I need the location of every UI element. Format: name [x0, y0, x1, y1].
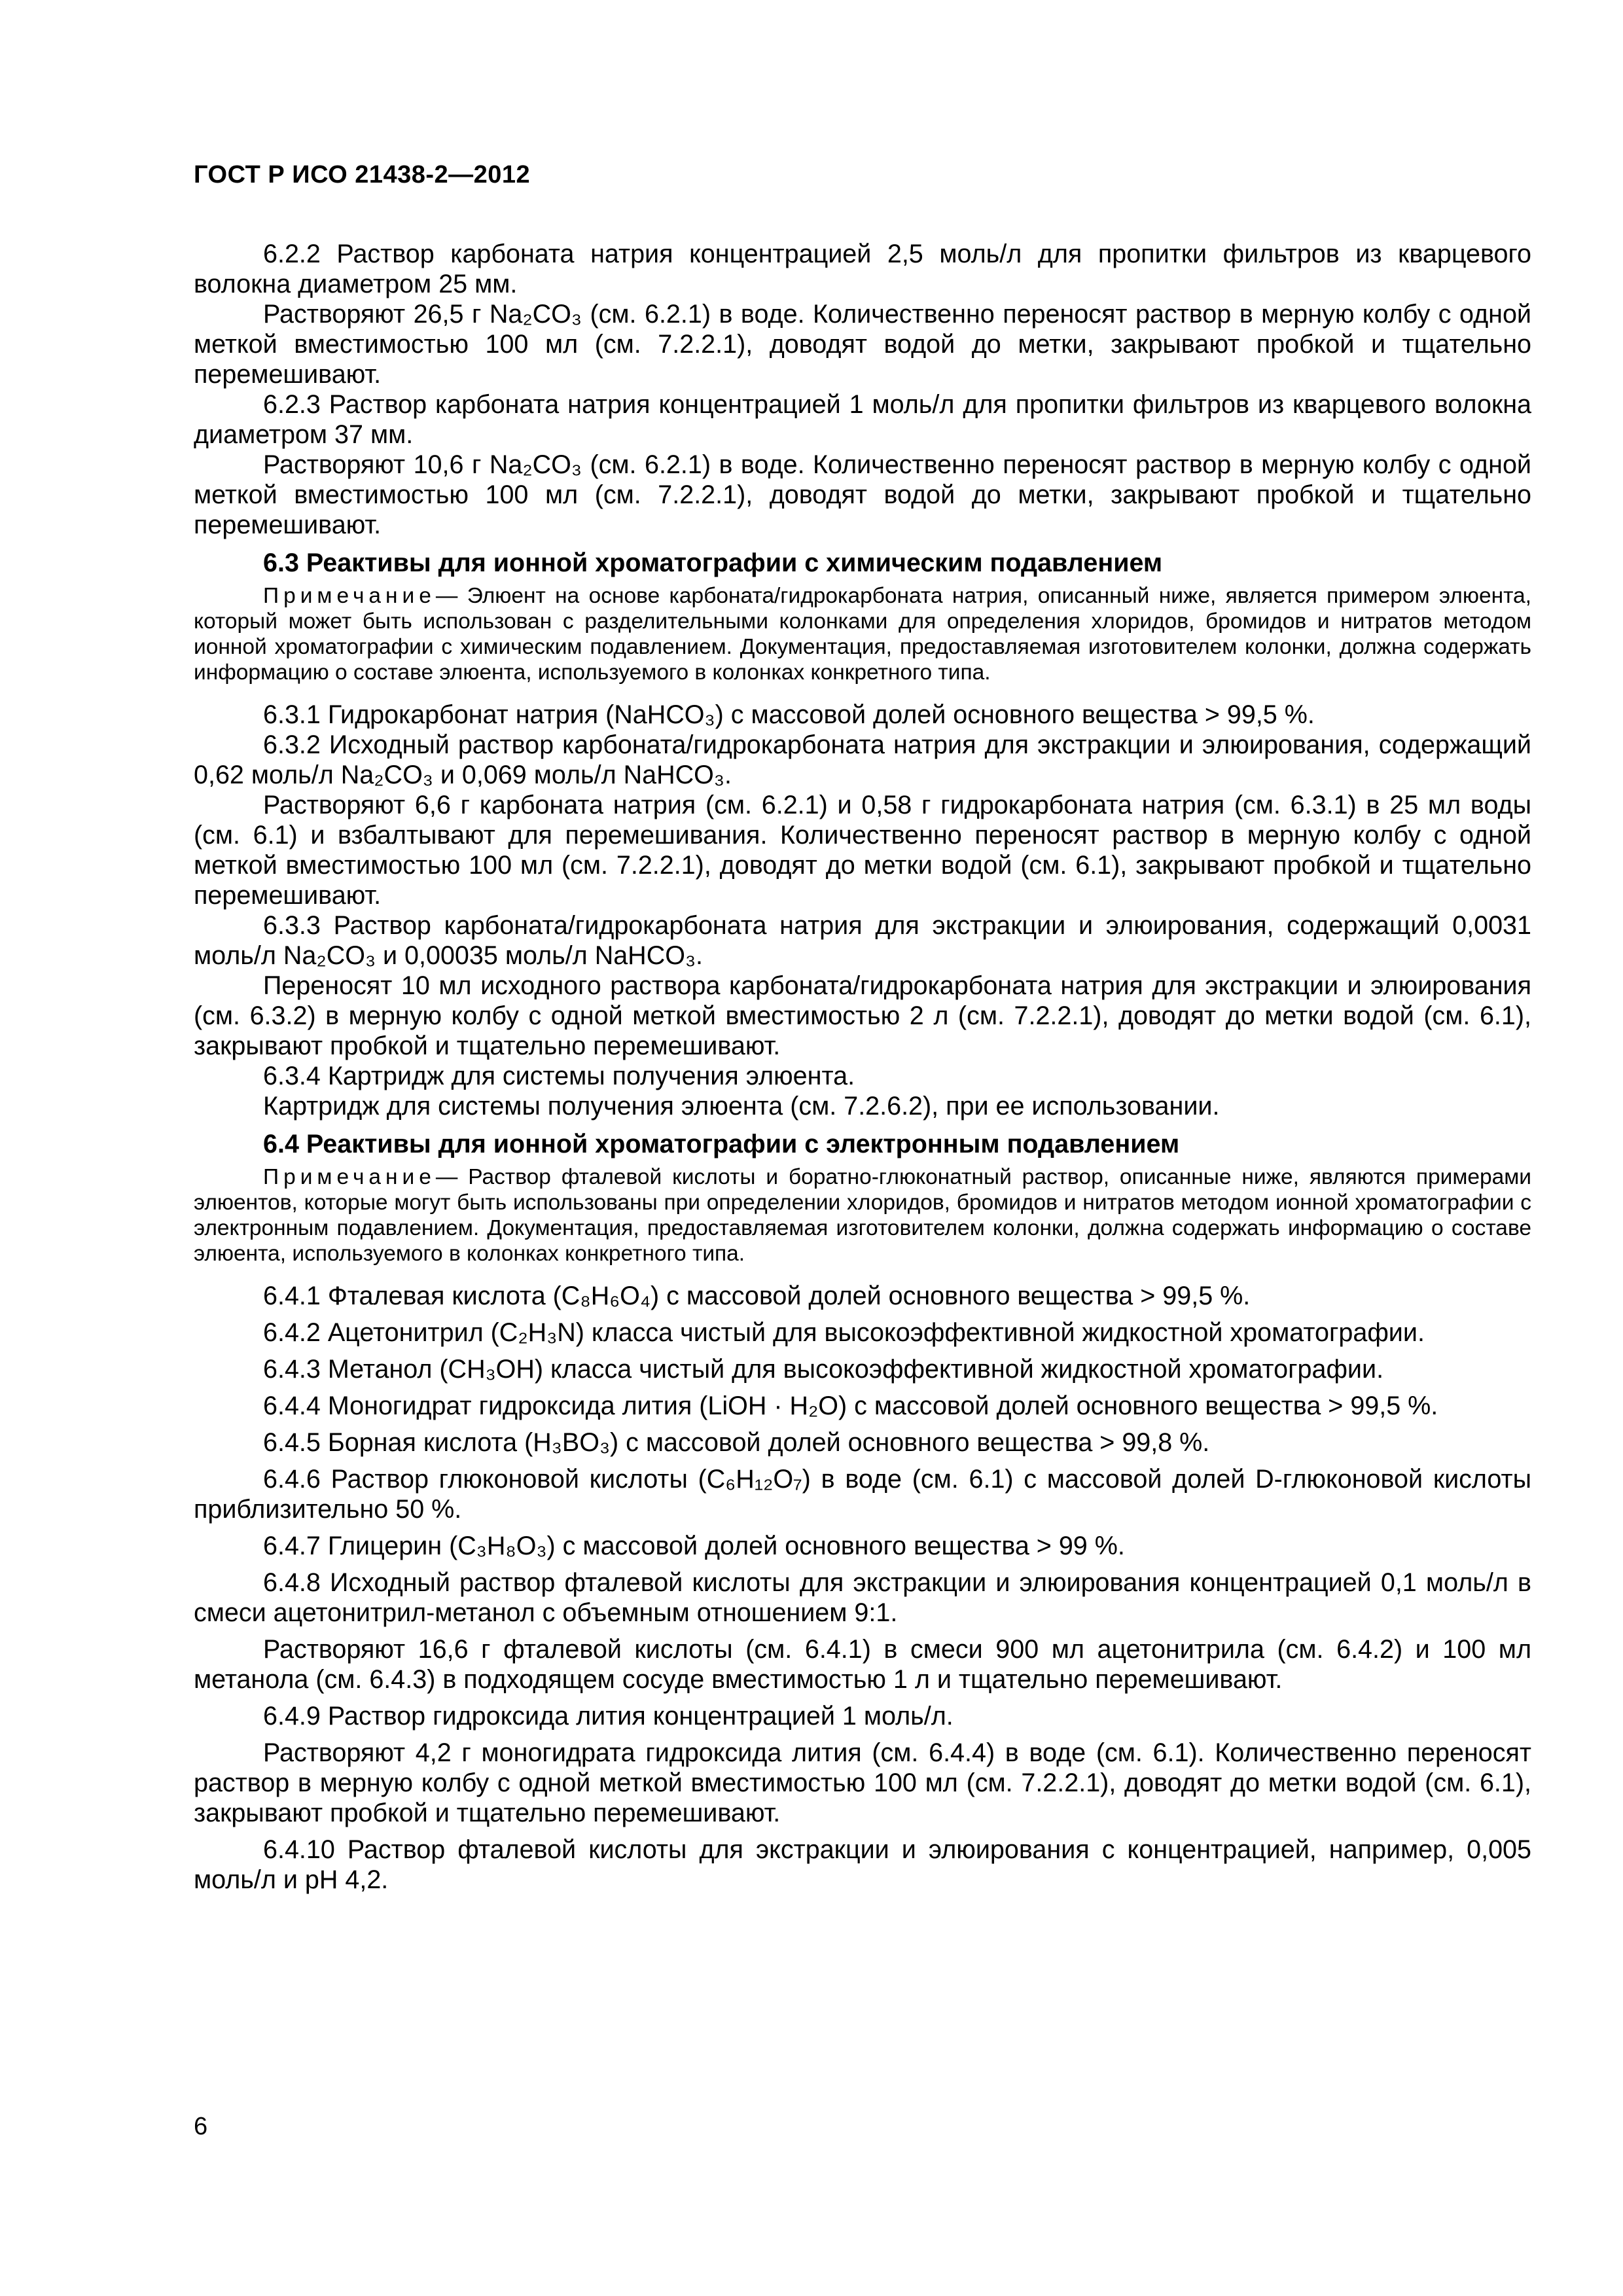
note-label: Примечание: [263, 1165, 436, 1189]
section-heading-6-3: 6.3 Реактивы для ионной хроматографии с химическим подавлением: [263, 548, 1163, 577]
clause-6-4-6: 6.4.6 Раствор глюконовой кислоты (C₆H₁₂O₇) в воде (см. 6.1) с массовой долей D-глюконовой кислоты приблизительно 50 %.: [194, 1465, 1531, 1524]
clause-6-2-2-text: Растворяют 26,5 г Na₂CO₃ (см. 6.2.1) в воде. Количественно переносят раствор в мерную колбу с одной меткой вместимостью 100 мл (см. 7.2.2.1), доводят водой до метки, закрывают пробкой и тщательно перемешивают.: [194, 300, 1531, 389]
clause-6-4-8-text: Растворяют 16,6 г фталевой кислоты (см. 6.4.1) в смеси 900 мл ацетонитрила (см. 6.4.2) и 100 мл метанола (см. 6.4.3) в подходящем сосуде вместимостью 1 л и тщательно перемешивают.: [194, 1635, 1531, 1694]
clause-6-3-3-text: Переносят 10 мл исходного раствора карбоната/гидрокарбоната натрия для экстракции и элюирования (см. 6.3.2) в мерную колбу с одной меткой вместимостью 2 л (см. 7.2.2.1), доводят до метки водой (см. 6.1), закрывают пробкой и тщательно перемешивают.: [194, 971, 1531, 1060]
clause-6-3-3: 6.3.3 Раствор карбоната/гидрокарбоната натрия для экстракции и элюирования, содержащий 0,0031 моль/л Na₂CO₃ и 0,00035 моль/л NaHCO₃.: [194, 911, 1531, 970]
note-6-3: [194, 583, 1531, 685]
note-6-4: [194, 1164, 1531, 1266]
clause-6-3-4: 6.3.4 Картридж для системы получения элюента.: [263, 1062, 855, 1090]
clause-6-2-3: 6.2.3 Раствор карбоната натрия концентрацией 1 моль/л для пропитки фильтров из кварцевого волокна диаметром 37 мм.: [194, 390, 1531, 449]
document-body: [194, 239, 1531, 1895]
note-text: — Раствор фталевой кислоты и боратно-глюконатный раствор, описанные ниже, являются примерами элюентов, которые могут быть использованы при определении хлоридов, бромидов и нитратов методом ионной хроматографии с электронным подавлением. Документация, предоставляемая изготовителем колонки, должна содержать информацию о составе элюента, используемого в колонках конкретного типа.: [194, 1165, 1531, 1266]
page-number: 6: [194, 2113, 208, 2140]
document-header: ГОСТ Р ИСО 21438-2—2012: [194, 161, 531, 188]
note-label: Примечание: [263, 584, 436, 608]
clause-6-4-8: 6.4.8 Исходный раствор фталевой кислоты для экстракции и элюирования концентрацией 0,1 моль/л в смеси ацетонитрил-метанол с объемным отношением 9:1.: [194, 1568, 1531, 1627]
clause-6-2-2: 6.2.2 Раствор карбоната натрия концентрацией 2,5 моль/л для пропитки фильтров из кварцевого волокна диаметром 25 мм.: [194, 240, 1531, 298]
clause-6-4-1: 6.4.1 Фталевая кислота (C₈H₆O₄) с массовой долей основного вещества > 99,5 %.: [263, 1282, 1251, 1310]
clause-6-4-5: 6.4.5 Борная кислота (H₃BO₃) с массовой долей основного вещества > 99,8 %.: [263, 1428, 1210, 1457]
clause-6-3-4-text: Картридж для системы получения элюента (см. 7.2.6.2), при ее использовании.: [263, 1092, 1220, 1121]
clause-6-3-2: 6.3.2 Исходный раствор карбоната/гидрокарбоната натрия для экстракции и элюирования, содержащий 0,62 моль/л Na₂CO₃ и 0,069 моль/л NaHCO₃.: [194, 730, 1531, 789]
clause-6-4-7: 6.4.7 Глицерин (C₃H₈O₃) с массовой долей основного вещества > 99 %.: [263, 1532, 1125, 1560]
section-heading-6-4: 6.4 Реактивы для ионной хроматографии с электронным подавлением: [263, 1130, 1180, 1158]
clause-6-2-3-text: Растворяют 10,6 г Na₂CO₃ (см. 6.2.1) в воде. Количественно переносят раствор в мерную колбу с одной меткой вместимостью 100 мл (см. 7.2.2.1), доводят водой до метки, закрывают пробкой и тщательно перемешивают.: [194, 450, 1531, 539]
note-text: — Элюент на основе карбоната/гидрокарбоната натрия, описанный ниже, является примером элюента, который может быть использован с разделительными колонками для определения хлоридов, бромидов и нитратов методом ионной хроматографии с химическим подавлением. Документация, предоставляемая изготовителем колонки, должна содержать информацию о составе элюента, используемого в колонках конкретного типа.: [194, 584, 1531, 685]
clause-6-3-2-text: Растворяют 6,6 г карбоната натрия (см. 6.2.1) и 0,58 г гидрокарбоната натрия (см. 6.3.1) в 25 мл воды (см. 6.1) и взбалтывают для перемешивания. Количественно переносят раствор в мерную колбу с одной меткой вместимостью 100 мл (см. 7.2.2.1), доводят до метки водой (см. 6.1), закрывают пробкой и тщательно перемешивают.: [194, 791, 1531, 910]
clause-6-4-2: 6.4.2 Ацетонитрил (C₂H₃N) класса чистый для высокоэффективной жидкостной хроматографии.: [263, 1318, 1425, 1347]
clause-6-4-10: 6.4.10 Раствор фталевой кислоты для экстракции и элюирования с концентрацией, например, 0,005 моль/л и pH 4,2.: [194, 1835, 1531, 1894]
clause-6-3-1: 6.3.1 Гидрокарбонат натрия (NaHCO₃) с массовой долей основного вещества > 99,5 %.: [263, 700, 1315, 729]
clause-6-4-9-text: Растворяют 4,2 г моногидрата гидроксида лития (см. 6.4.4) в воде (см. 6.1). Количественно переносят раствор в мерную колбу с одной меткой вместимостью 100 мл (см. 7.2.2.1), доводят до метки водой (см. 6.1), закрывают пробкой и тщательно перемешивают.: [194, 1738, 1531, 1827]
clause-6-4-4: 6.4.4 Моногидрат гидроксида лития (LiOH · H₂O) с массовой долей основного вещества > 99,5 %.: [263, 1391, 1438, 1420]
clause-6-4-9: 6.4.9 Раствор гидроксида лития концентрацией 1 моль/л.: [263, 1702, 954, 1731]
clause-6-4-3: 6.4.3 Метанол (CH₃OH) класса чистый для высокоэффективной жидкостной хроматографии.: [263, 1355, 1384, 1384]
